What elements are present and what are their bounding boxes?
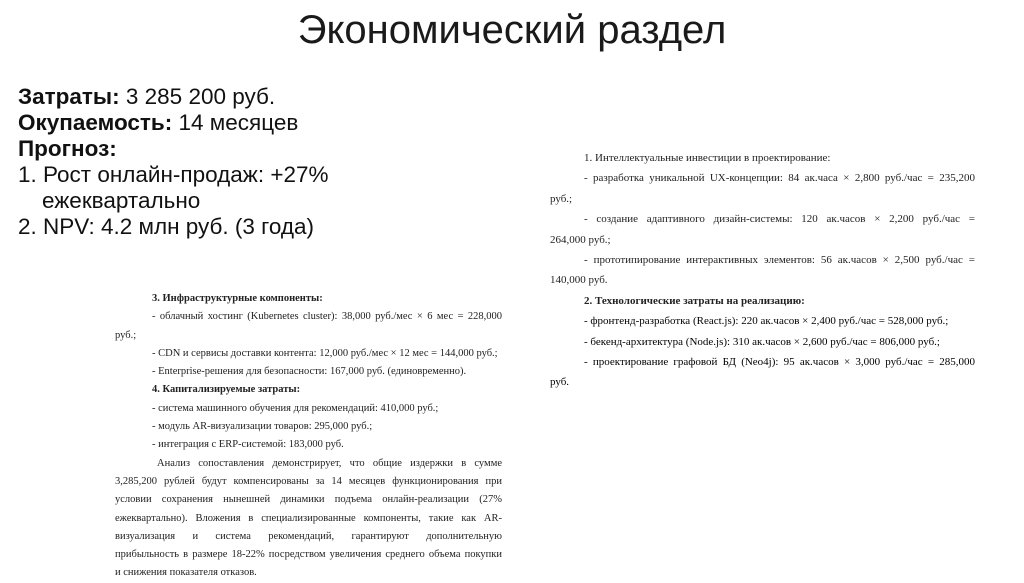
summary-block bbox=[18, 84, 438, 240]
doc-line: - фронтенд-разработка (React.js): 220 ак.часов × 2,400 руб./час = 528,000 руб.; bbox=[584, 315, 949, 328]
doc-line: - создание адаптивного дизайн-системы: 120 ак.часов × 2,200 руб./час = bbox=[584, 213, 975, 226]
doc-line: - модуль AR-визуализации товаров: 295,000 руб.; bbox=[152, 421, 373, 433]
doc-line: 1. Интеллектуальные инвестиции в проектирование: bbox=[584, 152, 831, 164]
payback-label: Окупаемость: bbox=[18, 110, 173, 135]
costs-label: Затраты: bbox=[18, 84, 120, 109]
document-excerpt-left bbox=[115, 290, 502, 583]
doc-line: визуализация и система рекомендаций, гарантируют дополнительную bbox=[115, 530, 502, 542]
doc-line: - прототипирование интерактивных элементов: 56 ак.часов × 2,500 руб./час = bbox=[584, 254, 975, 267]
doc-line: 3. Инфраструктурные компоненты: bbox=[152, 293, 323, 304]
payback-row bbox=[18, 110, 438, 136]
payback-value: 14 месяцев bbox=[178, 110, 299, 135]
slide-title: Экономический раздел bbox=[297, 8, 727, 52]
forecast-item-2: 2. NPV: 4.2 млн руб. (3 года) bbox=[18, 214, 315, 239]
doc-line: - CDN и сервисы доставки контента: 12,000 руб./мес × 12 мес = 144,000 руб.; bbox=[152, 347, 498, 359]
doc-line: ежеквартально). Вложения в специализированные компоненты, такие как AR- bbox=[115, 512, 502, 524]
doc-line: руб. bbox=[550, 376, 570, 389]
doc-line: Анализ сопоставления демонстрирует, что общие издержки в сумме bbox=[157, 457, 502, 469]
costs-value: 3 285 200 руб. bbox=[125, 84, 276, 109]
doc-line: - интеграция с ERP-системой: 183,000 руб. bbox=[152, 439, 344, 451]
doc-line: руб.; bbox=[115, 329, 137, 341]
doc-line: - проектирование графовой БД (Neo4j): 95 ак.часов × 3,000 руб./час = 285,000 bbox=[584, 356, 975, 369]
doc-line: 264,000 руб.; bbox=[550, 233, 611, 246]
doc-line: прибыльность в размере 18-22% посредством увеличения среднего объема покупки bbox=[115, 549, 502, 561]
doc-line: 4. Капитализируемые затраты: bbox=[152, 384, 301, 396]
doc-line: условии сохранения нынешней динамики подъема онлайн-реализации (27% bbox=[115, 494, 502, 506]
forecast-item-1: 1. Рост онлайн-продаж: +27% bbox=[18, 162, 329, 187]
doc-line: - бекенд-архитектура (Node.js): 310 ак.часов × 2,600 руб./час = 806,000 руб.; bbox=[584, 335, 940, 348]
doc-line: 140,000 руб. bbox=[550, 274, 608, 287]
doc-line: и снижения показателя отказов. bbox=[115, 567, 257, 579]
forecast-label: Прогноз: bbox=[18, 136, 117, 161]
doc-line: - система машинного обучения для рекомендаций: 410,000 руб.; bbox=[152, 402, 439, 414]
doc-line: - Enterprise-решения для безопасности: 167,000 руб. (единовременно). bbox=[152, 366, 467, 378]
doc-line: руб.; bbox=[550, 192, 573, 205]
doc-line: - разработка уникальной UX-концепции: 84 ак.часа × 2,800 руб./час = 235,200 bbox=[584, 172, 975, 185]
forecast-item-1-cont: ежеквартально bbox=[42, 188, 201, 213]
forecast-row bbox=[18, 136, 438, 162]
costs-row bbox=[18, 84, 438, 110]
document-excerpt-right bbox=[550, 148, 975, 393]
doc-line: 2. Технологические затраты на реализацию: bbox=[584, 294, 805, 307]
doc-line: - облачный хостинг (Kubernetes cluster): 38,000 руб./мес × 6 мес = 228,000 bbox=[152, 311, 502, 323]
doc-line: 3,285,200 рублей будут компенсированы за 14 месяцев функционирования при bbox=[115, 475, 502, 487]
